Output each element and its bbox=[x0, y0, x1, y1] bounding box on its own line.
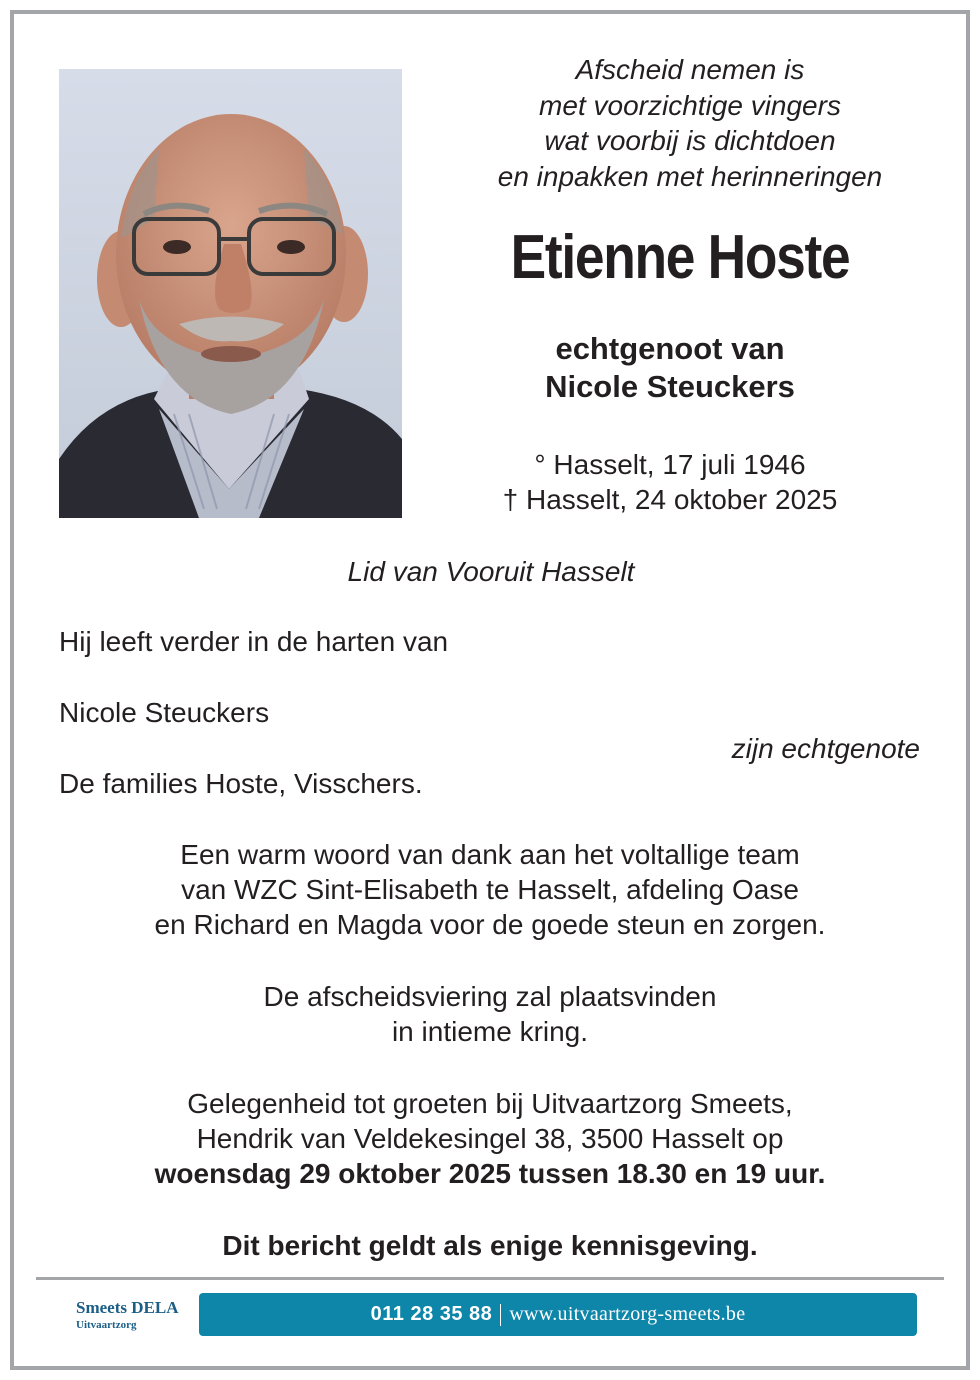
spouse-relation: echtgenoot van bbox=[555, 331, 785, 366]
survivor-spouse-role: zijn echtgenote bbox=[731, 733, 920, 764]
visitation-line: Gelegenheid tot groeten bij Uitvaartzorg Smeets, bbox=[187, 1088, 793, 1119]
ceremony-line: De afscheidsviering zal plaatsvinden bbox=[263, 981, 717, 1012]
thanks-line: en Richard en Magda voor de goede steun en zorgen. bbox=[154, 909, 826, 940]
life-dates bbox=[400, 447, 940, 517]
contact-separator bbox=[500, 1304, 501, 1326]
logo-subtitle: Uitvaartzorg bbox=[76, 1319, 137, 1331]
membership: Lid van Vooruit Hasselt bbox=[347, 556, 635, 587]
visitation-block bbox=[0, 1086, 980, 1191]
thanks-line: van WZC Sint-Elisabeth te Hasselt, afdeling Oase bbox=[181, 874, 799, 905]
visitation-line: Hendrik van Veldekesingel 38, 3500 Hasselt op bbox=[196, 1123, 784, 1154]
spouse-name: Nicole Steuckers bbox=[545, 369, 795, 404]
spouse-block bbox=[400, 330, 940, 406]
survivor-families: De families Hoste, Visschers. bbox=[59, 768, 423, 799]
poem bbox=[420, 52, 960, 194]
funeral-home-logo bbox=[59, 1292, 199, 1338]
poem-line: Afscheid nemen is bbox=[575, 54, 805, 85]
portrait-photo bbox=[59, 69, 402, 518]
poem-line: wat voorbij is dichtdoen bbox=[544, 125, 836, 156]
phone-number[interactable]: 011 28 35 88 bbox=[370, 1303, 493, 1325]
notice: Dit bericht geldt als enige kennisgeving. bbox=[222, 1230, 758, 1261]
survivors-intro: Hij leeft verder in de harten van bbox=[59, 626, 449, 657]
logo-name: Smeets DELA bbox=[76, 1298, 179, 1317]
contact-bar bbox=[199, 1293, 917, 1336]
poem-line: met voorzichtige vingers bbox=[539, 89, 841, 121]
portrait-illustration bbox=[59, 69, 402, 518]
deceased-name: Etienne Hoste bbox=[510, 223, 850, 292]
footer-divider bbox=[36, 1277, 944, 1280]
ceremony-line: in intieme kring. bbox=[391, 1016, 589, 1047]
ceremony-block bbox=[0, 979, 980, 1049]
thanks-block bbox=[0, 837, 980, 942]
death-date: † Hasselt, 24 oktober 2025 bbox=[502, 484, 838, 515]
survivor-spouse-name: Nicole Steuckers bbox=[59, 697, 270, 728]
birth-date: ° Hasselt, 17 juli 1946 bbox=[534, 449, 806, 480]
poem-line: en inpakken met herinneringen bbox=[497, 160, 883, 192]
visitation-datetime: woensdag 29 oktober 2025 tussen 18.30 en 19 uur. bbox=[154, 1158, 826, 1189]
thanks-line: Een warm woord van dank aan het voltallige team bbox=[180, 839, 800, 870]
website-link[interactable]: www.uitvaartzorg-smeets.be bbox=[509, 1303, 746, 1325]
